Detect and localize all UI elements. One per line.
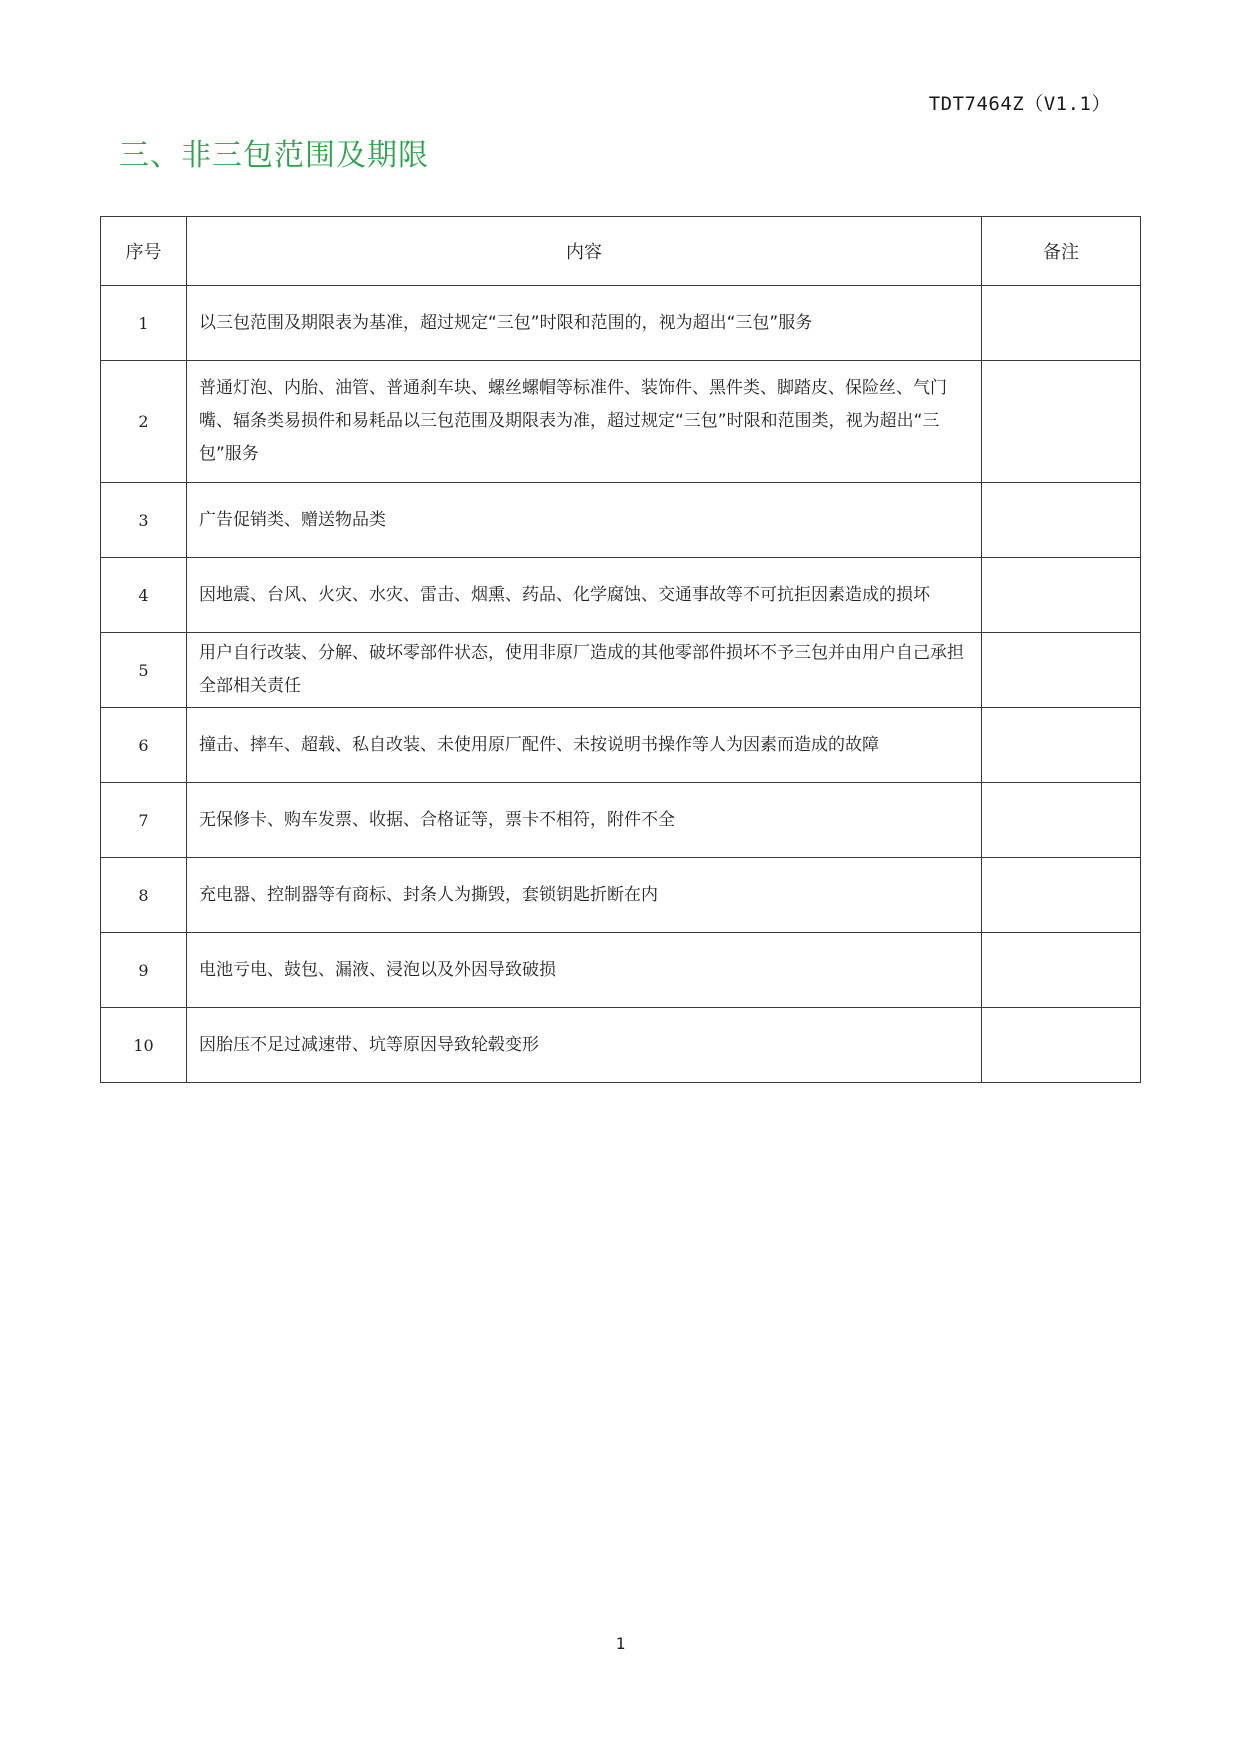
row-remark [982,361,1141,483]
row-remark [982,286,1141,361]
row-remark [982,858,1141,933]
row-no: 6 [101,708,187,783]
row-no: 1 [101,286,187,361]
document-code: TDT7464Z（V1.1） [928,93,1111,115]
table-row [101,783,1141,858]
row-no: 8 [101,858,187,933]
section-title: 三、非三包范围及期限 [119,138,429,173]
row-content: 撞击、摔车、超载、私自改装、未使用原厂配件、未按说明书操作等人为因素而造成的故障 [187,708,982,783]
table-row [101,858,1141,933]
row-no: 4 [101,558,187,633]
table-row [101,558,1141,633]
table-row [101,361,1141,483]
row-content: 以三包范围及期限表为基准，超过规定“三包”时限和范围的，视为超出“三包”服务 [187,286,982,361]
row-content: 广告促销类、赠送物品类 [187,483,982,558]
header-remark: 备注 [982,217,1141,286]
row-content: 因胎压不足过减速带、坑等原因导致轮毂变形 [187,1008,982,1083]
table-row [101,708,1141,783]
row-content: 用户自行改装、分解、破坏零部件状态，使用非原厂造成的其他零部件损坏不予三包并由用户自己承担全部相关责任 [187,633,982,708]
row-no: 2 [101,361,187,483]
table-row [101,483,1141,558]
row-remark [982,483,1141,558]
row-remark [982,783,1141,858]
non-warranty-table [100,216,1141,1083]
row-content: 充电器、控制器等有商标、封条人为撕毁，套锁钥匙折断在内 [187,858,982,933]
table-row [101,1008,1141,1083]
row-no: 5 [101,633,187,708]
table-row [101,633,1141,708]
row-remark [982,933,1141,1008]
row-no: 7 [101,783,187,858]
row-remark [982,633,1141,708]
page-number: 1 [615,1634,626,1653]
row-content: 电池亏电、鼓包、漏液、浸泡以及外因导致破损 [187,933,982,1008]
table-row [101,933,1141,1008]
row-remark [982,558,1141,633]
row-content: 无保修卡、购车发票、收据、合格证等，票卡不相符，附件不全 [187,783,982,858]
row-remark [982,1008,1141,1083]
header-content: 内容 [187,217,982,286]
table-header-row [101,217,1141,286]
row-content: 普通灯泡、内胎、油管、普通刹车块、螺丝螺帽等标准件、装饰件、黑件类、脚踏皮、保险丝、气门嘴、辐条类易损件和易耗品以三包范围及期限表为准，超过规定“三包”时限和范围类，视为超出“三包”服务 [187,361,982,483]
row-remark [982,708,1141,783]
row-content: 因地震、台风、火灾、水灾、雷击、烟熏、药品、化学腐蚀、交通事故等不可抗拒因素造成的损坏 [187,558,982,633]
row-no: 9 [101,933,187,1008]
header-no: 序号 [101,217,187,286]
row-no: 3 [101,483,187,558]
row-no: 10 [101,1008,187,1083]
table-row [101,286,1141,361]
